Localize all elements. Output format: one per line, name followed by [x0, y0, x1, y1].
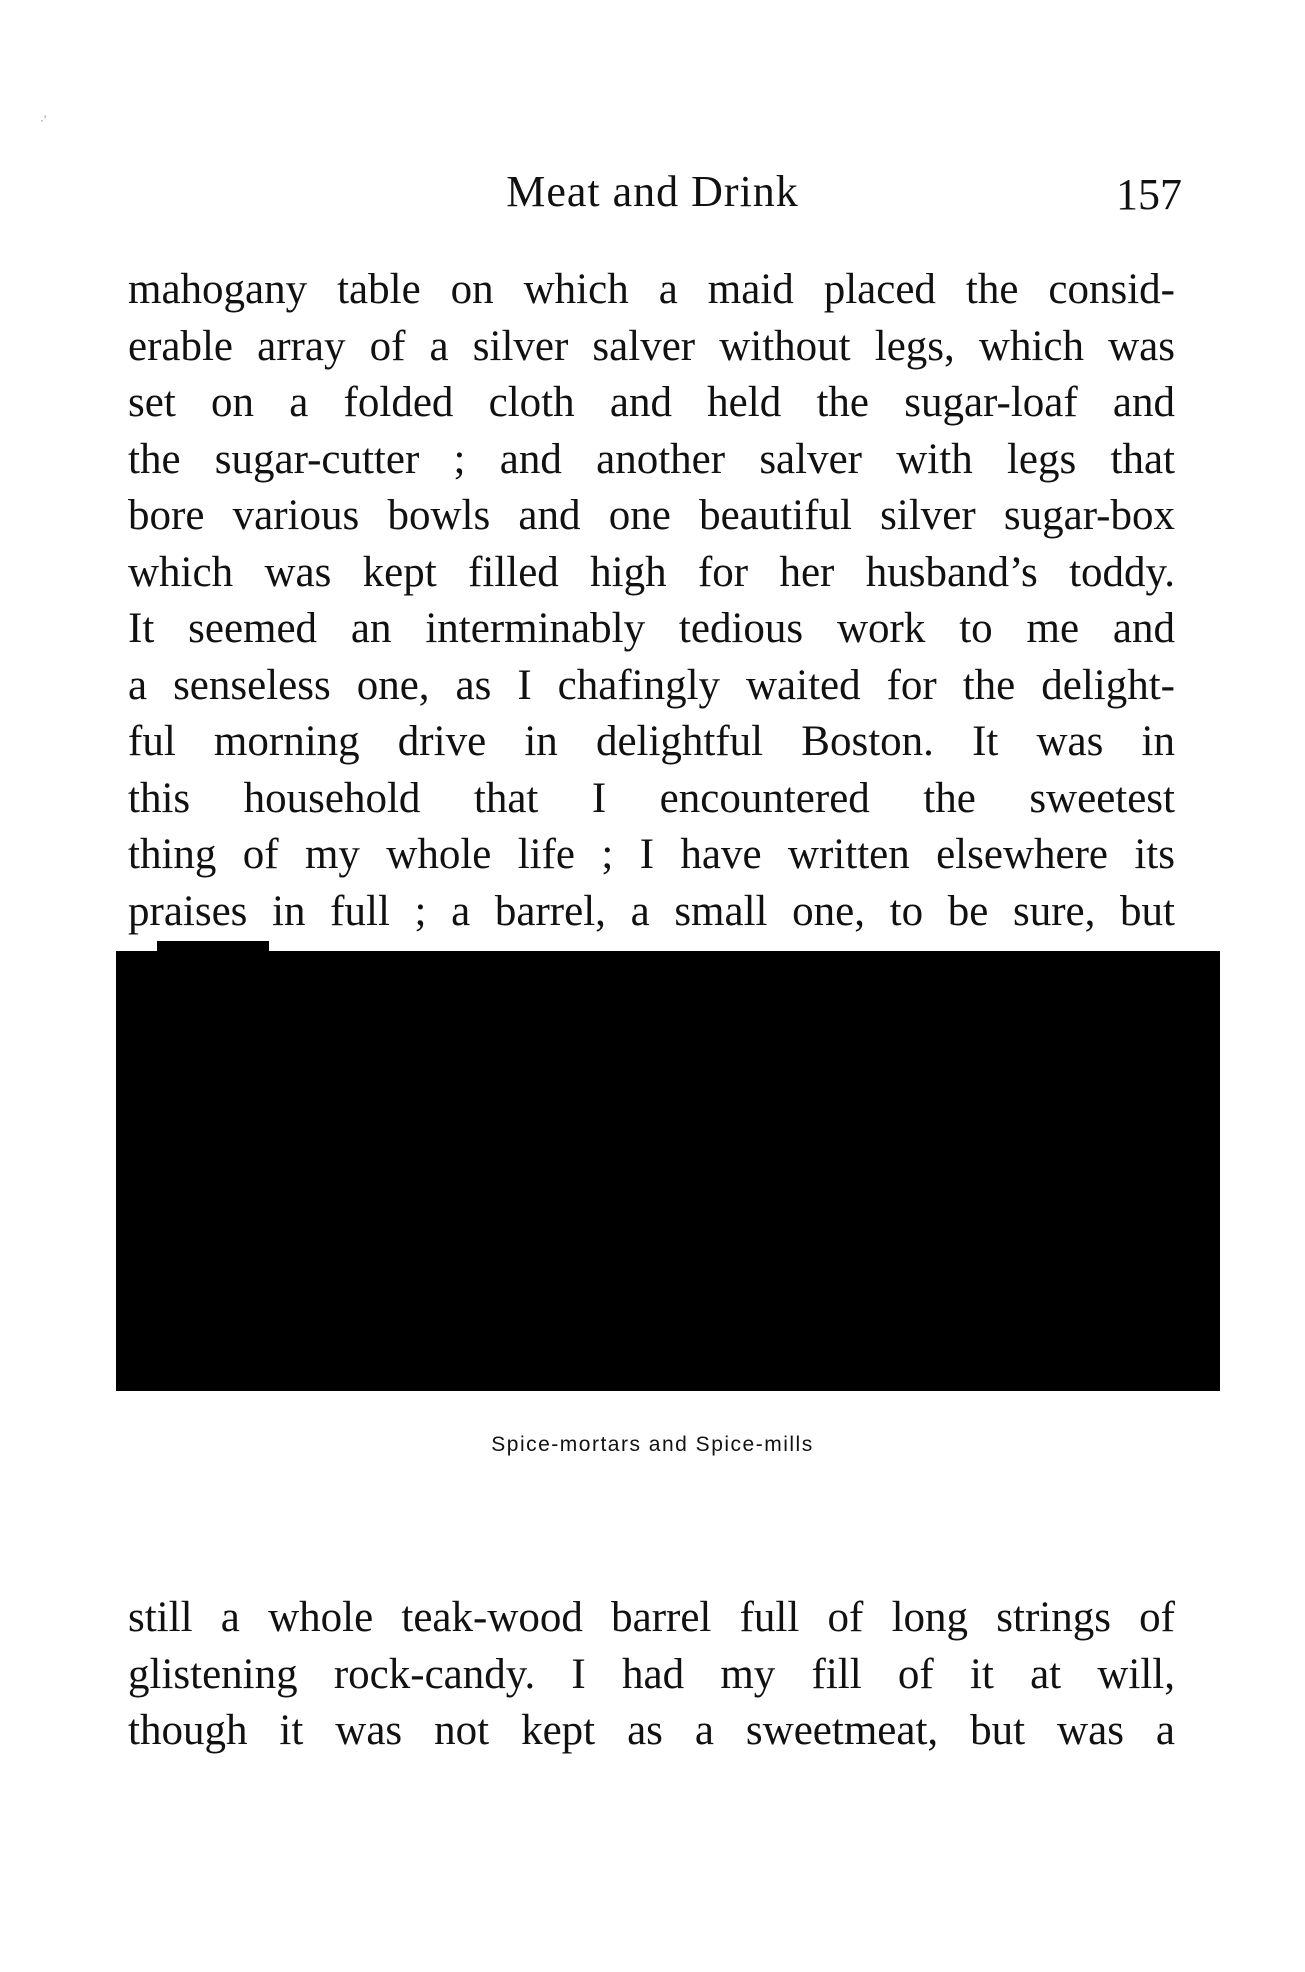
running-title: Meat and Drink: [506, 167, 799, 216]
text-line: thing of my whole life ; I have written elsewhere its: [128, 831, 1175, 878]
scan-speck: ·': [40, 113, 47, 127]
illustration-spice-mortars: [116, 951, 1220, 1391]
text-line: this household that I encountered the sweetest: [128, 774, 1175, 822]
text-line: praises in full ; a barrel, a small one, to be sure, but: [128, 887, 1175, 935]
text-line: though it was not kept as a sweetmeat, but was a: [128, 1707, 1175, 1754]
text-line: It seemed an interminably tedious work to me and: [128, 605, 1175, 652]
text-line: ful morning drive in delightful Boston. It was in: [128, 718, 1175, 765]
text-line: which was kept filled high for her husband’s toddy.: [128, 548, 1175, 596]
page-number: 157: [1116, 170, 1182, 219]
running-head: [0, 162, 1305, 222]
text-line: a senseless one, as I chafingly waited for the delight-: [128, 661, 1175, 709]
text-line: still a whole teak-wood barrel full of long strings of: [128, 1594, 1175, 1641]
text-line: erable array of a silver salver without legs, which was: [128, 322, 1175, 370]
text-line: glistening rock-candy. I had my fill of it at will,: [128, 1650, 1175, 1698]
text-line: the sugar-cutter ; and another salver with legs that: [128, 435, 1175, 483]
paragraph-before-figure: [128, 262, 1175, 940]
text-line: mahogany table on which a maid placed the consid-: [128, 266, 1175, 313]
text-line: bore various bowls and one beautiful silver sugar-box: [128, 492, 1175, 539]
figure-caption: Spice-mortars and Spice-mills: [491, 1433, 814, 1456]
text-line: set on a folded cloth and held the sugar-loaf and: [128, 379, 1175, 426]
paragraph-after-figure: [128, 1590, 1175, 1760]
